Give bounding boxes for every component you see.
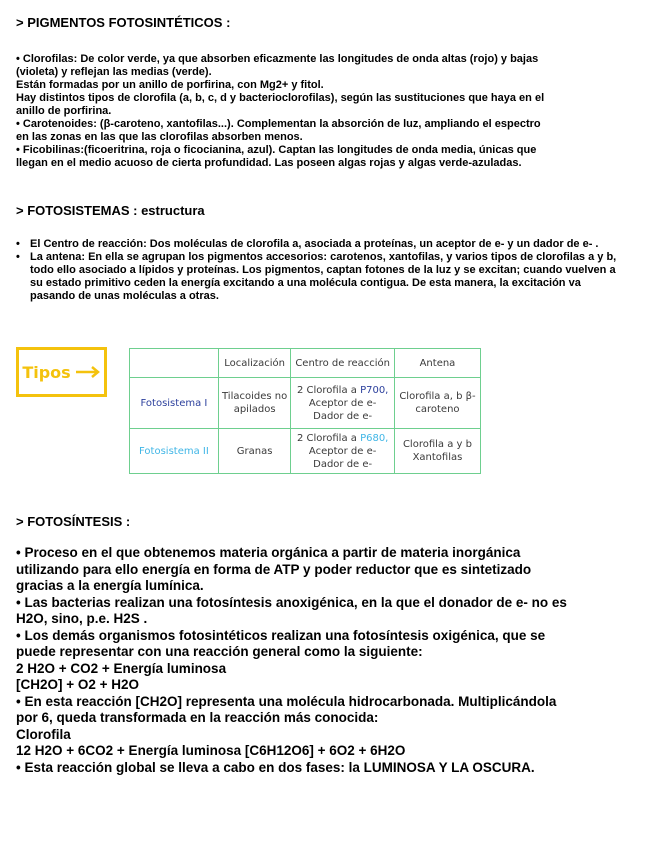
text-line: • Las bacterias realizan una fotosíntesis anoxigénica, en la que el donador de e- no es (16, 594, 567, 610)
table-header: Centro de reacción (291, 349, 395, 378)
text-line: Clorofila (16, 726, 71, 742)
table-cell-antena: Clorofila a y b Xantofilas (394, 429, 480, 474)
section-title-fotosistemas: > FOTOSISTEMAS : estructura (16, 203, 205, 218)
text-line: Están formadas por un anillo de porfirina, con Mg2+ y fitol. (16, 79, 324, 91)
tipos-label: Tipos (22, 362, 71, 382)
text-line: • En esta reacción [CH2O] representa una molécula hidrocarbonada. Multiplicándola (16, 693, 557, 709)
text-line: 12 H2O + 6CO2 + Energía luminosa [C6H12O6] + 6O2 + 6H2O (16, 743, 406, 758)
text-line: • Proceso en el que obtenemos materia orgánica a partir de materia inorgánica (16, 545, 521, 560)
text-line: • Los demás organismos fotosintéticos realizan una fotosíntesis oxigénica, que se (16, 627, 546, 643)
bullet-icon: • (16, 251, 20, 263)
table-header (130, 349, 219, 378)
text-line: [CH2O] + O2 + H2O (16, 677, 140, 692)
table-cell-name: Fotosistema II (130, 429, 219, 474)
table-row (130, 378, 481, 429)
text-line: (violeta) y reflejan las medias (verde). (16, 66, 212, 78)
table-cell-cr: 2 Clorofila a P680, Aceptor de e- Dador de e- (291, 429, 395, 474)
table-row (130, 429, 481, 474)
text-line: utilizando para ello energía en forma de ATP y poder reductor que es sintetizado (16, 561, 532, 577)
text-line: gracias a la energía lumínica. (16, 578, 204, 593)
text-line: en las zonas en las que las clorofilas absorben menos. (16, 131, 303, 143)
table-cell-loc: Granas (218, 429, 291, 474)
text-line: • Esta reacción global se lleva a cabo en dos fases: la LUMINOSA Y LA OSCURA. (16, 759, 535, 775)
arrow-right-icon (75, 366, 101, 378)
text-line: anillo de porfirina. (16, 105, 112, 117)
text-line: llegan en el medio acuoso de cierta profundidad. Las poseen algas rojas y algas verde-azuladas. (16, 157, 522, 169)
fotosistemas-list (16, 238, 626, 303)
text-line: • Clorofilas: De color verde, ya que absorben eficazmente las longitudes de onda altas (rojo) y bajas (16, 53, 539, 65)
tipos-badge (16, 347, 107, 397)
text-line: 2 H2O + CO2 + Energía luminosa (16, 660, 227, 676)
section-title-pigmentos: > PIGMENTOS FOTOSINTÉTICOS : (16, 15, 231, 30)
text-line: • Carotenoides: (β-caroteno, xantofilas...). Complementan la absorción de luz, ampliando el espectro (16, 118, 541, 130)
section-title-fotosintesis: > FOTOSÍNTESIS : (16, 514, 131, 529)
table-cell-name: Fotosistema I (130, 378, 219, 429)
fotosistemas-table (129, 348, 481, 474)
fotosintesis-body (16, 545, 636, 776)
pigmentos-body (16, 53, 630, 170)
text-line: H2O, sino, p.e. H2S . (16, 611, 148, 626)
text-line: puede representar con una reacción general como la siguiente: (16, 644, 423, 659)
table-header-row (130, 349, 481, 378)
list-item: • La antena: En ella se agrupan los pigmentos accesorios: carotenos, xantofilas, y varios tipos de clorofilas a y b, todo ello asociado a lípidos y proteínas. Los pigmentos, captan fotones de la luz y se excitan; cuando vuelven a su estado primitivo ceden la energía excitando a una molécula contigua. De esta manera, la excitación va pasando de unas moléculas a otras. (16, 251, 617, 302)
list-item: • El Centro de reacción: Dos moléculas de clorofila a, asociada a proteínas, un aceptor de e- y un dador de e- . (16, 238, 599, 250)
bullet-icon: • (16, 238, 20, 250)
table-header: Antena (394, 349, 480, 378)
table-cell-antena: Clorofila a, b β-caroteno (394, 378, 480, 429)
text-line: Hay distintos tipos de clorofila (a, b, c, d y bacterioclorofilas), según las sustituciones que haya en el (16, 92, 545, 104)
table-cell-cr: 2 Clorofila a P700, Aceptor de e- Dador de e- (291, 378, 395, 429)
text-line: por 6, queda transformada en la reacción más conocida: (16, 710, 379, 725)
table-header: Localización (218, 349, 291, 378)
text-line: • Ficobilinas:(ficoeritrina, roja o ficocianina, azul). Captan las longitudes de onda media, únicas que (16, 144, 537, 156)
table-cell-loc: Tilacoides no apilados (218, 378, 291, 429)
